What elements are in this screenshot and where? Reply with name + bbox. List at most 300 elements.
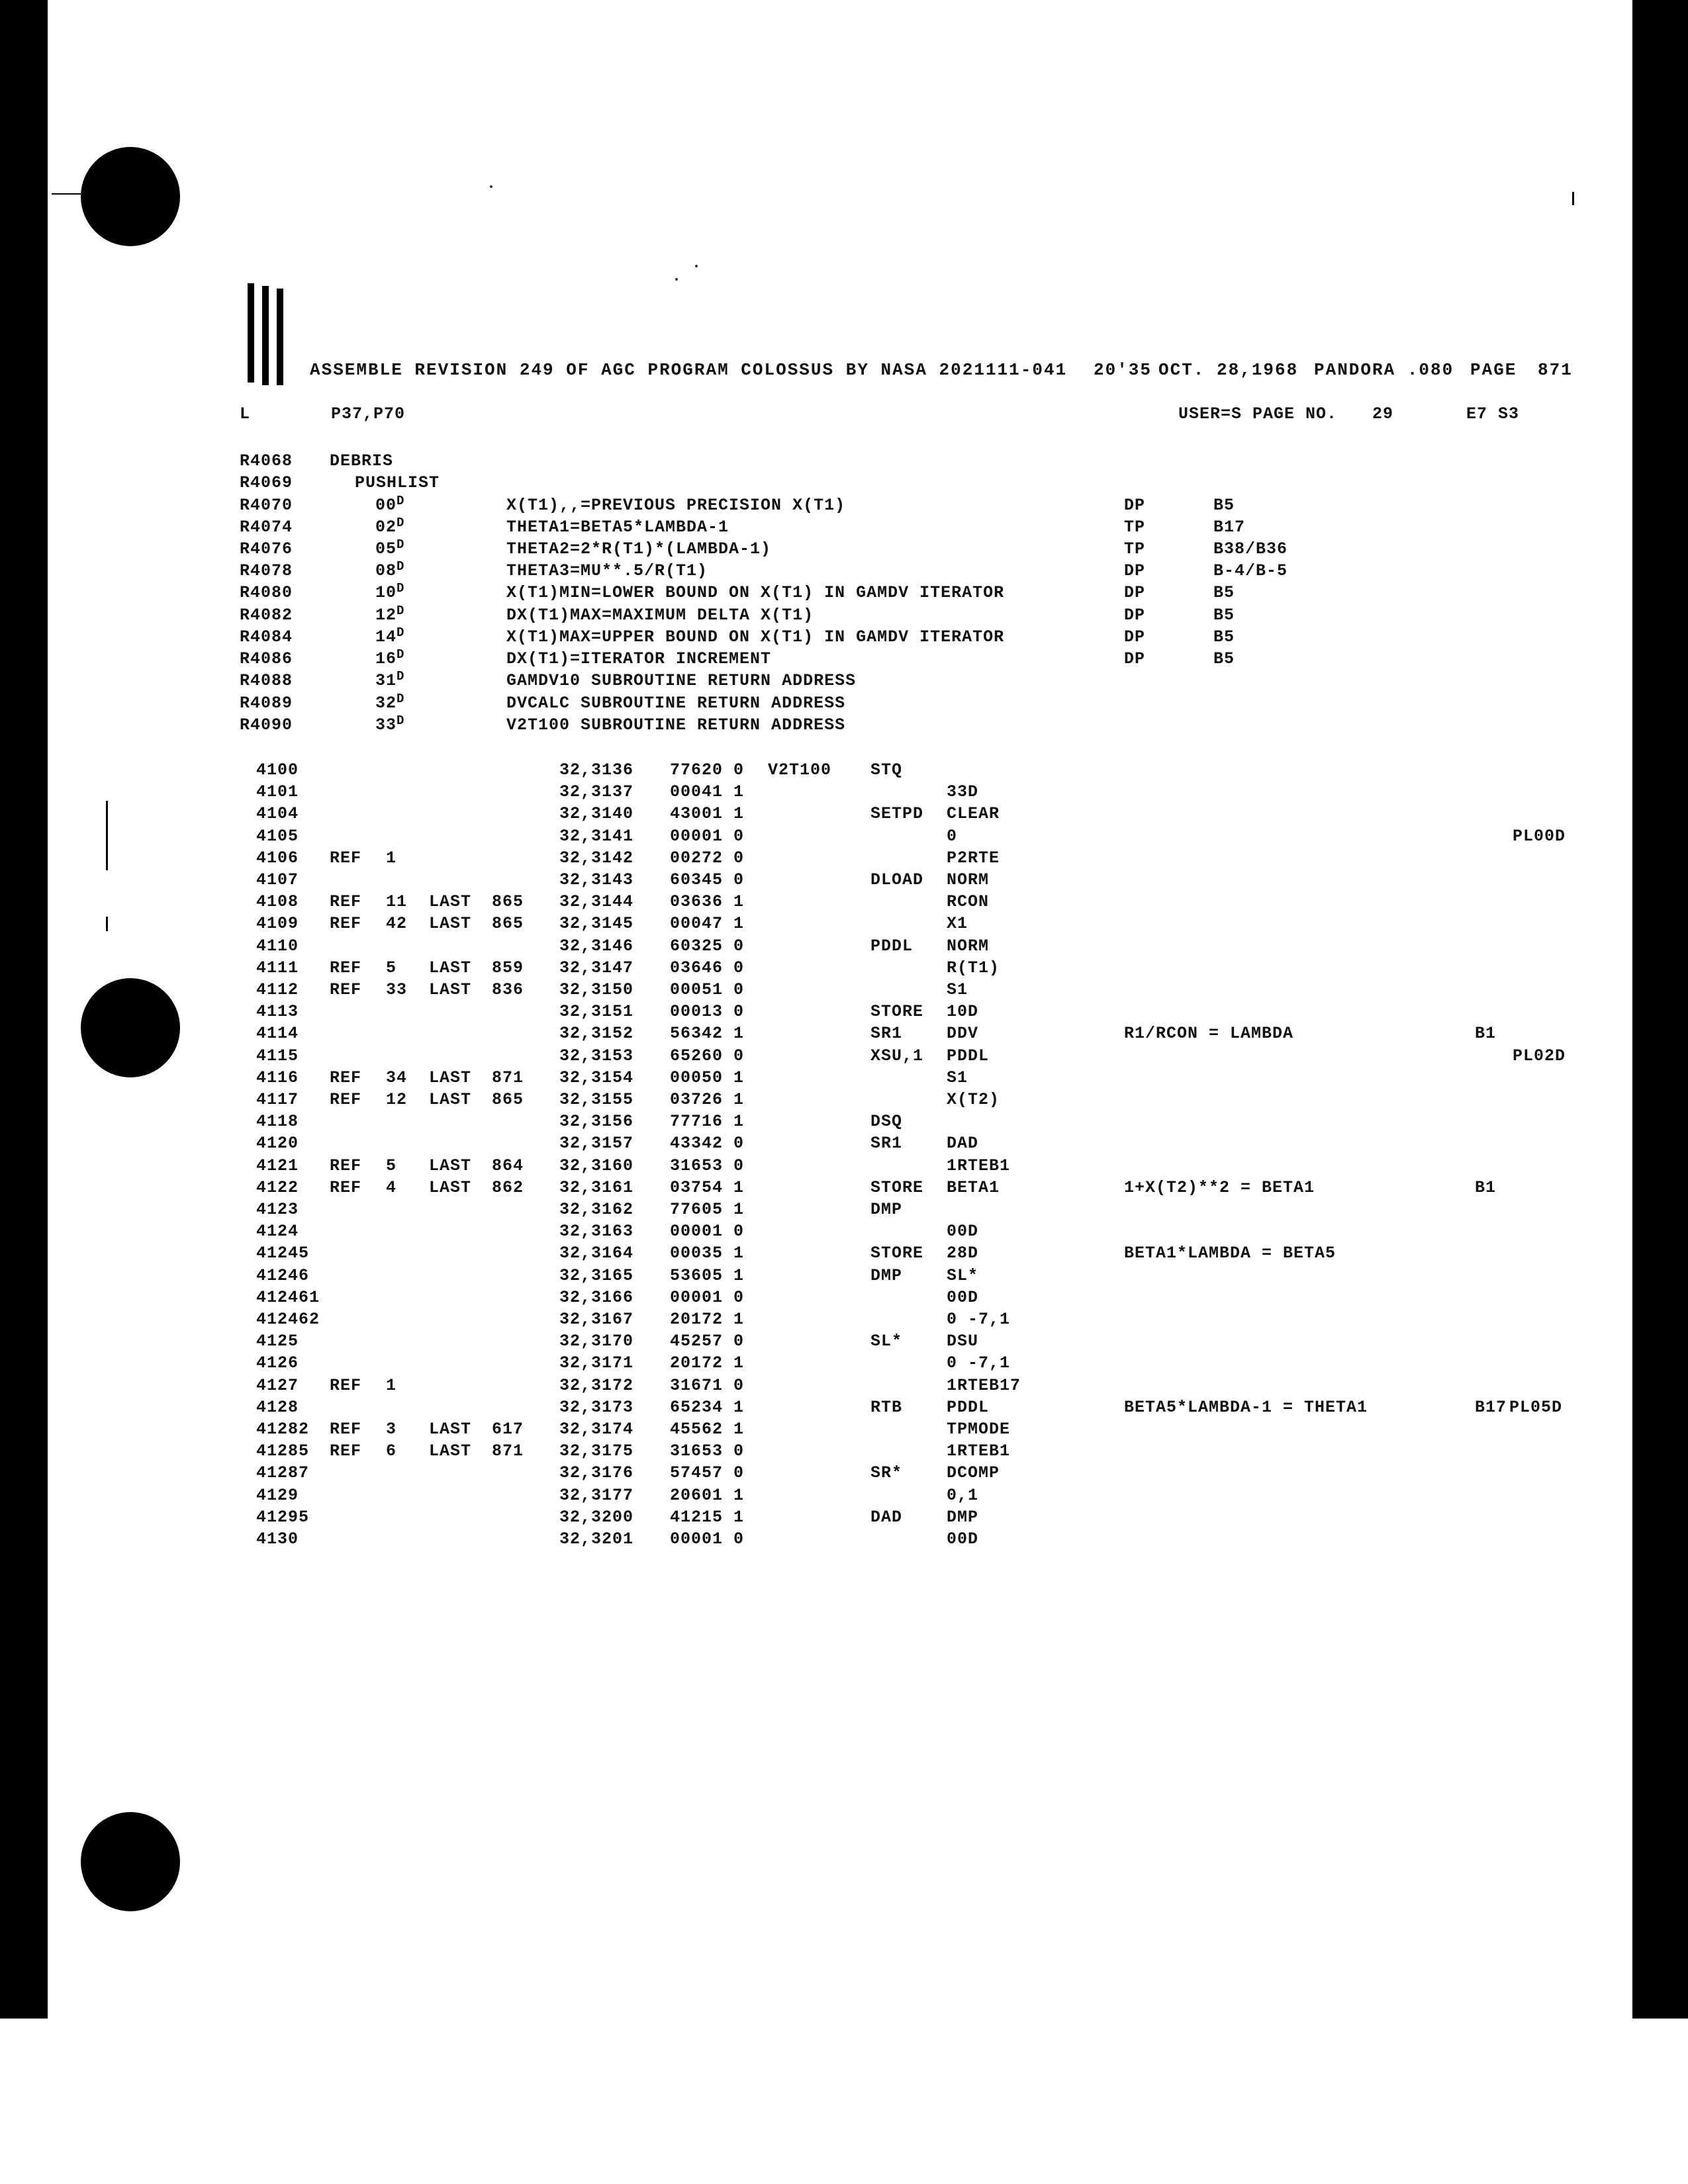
operand: 0 -7,1 xyxy=(947,1353,1011,1373)
card-number: 4117 xyxy=(256,1090,299,1109)
pushlist-description: THETA3=MU**.5/R(T1) xyxy=(506,561,708,580)
card-number: R4088 xyxy=(240,671,293,690)
scale-factor: B5 xyxy=(1213,583,1235,602)
operand: X1 xyxy=(947,914,968,933)
opcode: STORE xyxy=(870,1244,924,1263)
card-number: 4125 xyxy=(256,1332,299,1351)
operand: S1 xyxy=(947,1068,968,1087)
operand: DSU xyxy=(947,1332,979,1351)
pushlist-offset: $31^D$ xyxy=(375,669,405,690)
octal-word: 20601 1 xyxy=(670,1486,745,1505)
card-number: 4111 xyxy=(256,958,299,978)
last-marker: LAST xyxy=(429,1090,472,1109)
log-section: P37,P70 xyxy=(331,404,406,424)
ref-marker: REF xyxy=(330,1420,362,1439)
memory-address: 32,3145 xyxy=(559,914,634,933)
card-number: R4082 xyxy=(240,606,293,625)
memory-address: 32,3160 xyxy=(559,1156,634,1175)
card-number: 4105 xyxy=(256,827,299,846)
opcode: STORE xyxy=(870,1178,924,1197)
ref-marker: REF xyxy=(330,848,362,868)
octal-word: 03754 1 xyxy=(670,1178,745,1197)
card-number: 4121 xyxy=(256,1156,299,1175)
symbol-label: V2T100 xyxy=(768,760,832,780)
punch-hole-bottom xyxy=(81,1812,180,1911)
comment: R1/RCON = LAMBDA xyxy=(1124,1024,1294,1043)
memory-address: 32,3161 xyxy=(559,1178,634,1197)
card-number: 4130 xyxy=(256,1529,299,1549)
scale-factor: B5 xyxy=(1213,606,1235,625)
octal-word: 77716 1 xyxy=(670,1112,745,1131)
memory-address: 32,3143 xyxy=(559,870,634,889)
last-page: 871 xyxy=(492,1068,524,1087)
operand: 00D xyxy=(947,1222,979,1241)
octal-word: 65234 1 xyxy=(670,1398,745,1417)
card-number: 4128 xyxy=(256,1398,299,1417)
listing-date: OCT. 28,1968 xyxy=(1158,360,1299,380)
operand: BETA1 xyxy=(947,1178,1000,1197)
opcode: SR1 xyxy=(870,1134,903,1153)
decimal-suffix: D xyxy=(397,537,405,552)
memory-address: 32,3163 xyxy=(559,1222,634,1241)
pushlist-label: PUSHLIST xyxy=(355,473,440,492)
card-number: 4109 xyxy=(256,914,299,933)
octal-word: 56342 1 xyxy=(670,1024,745,1043)
operand: DDV xyxy=(947,1024,979,1043)
memory-address: 32,3136 xyxy=(559,760,634,780)
decimal-suffix: D xyxy=(397,516,405,530)
page-corner-code: E7 S3 xyxy=(1466,404,1520,424)
ref-count: 3 xyxy=(386,1420,397,1439)
memory-address: 32,3154 xyxy=(559,1068,634,1087)
decimal-suffix: D xyxy=(397,494,405,508)
octal-word: 00035 1 xyxy=(670,1244,745,1263)
punch-hole-middle xyxy=(81,978,180,1077)
ref-count: 6 xyxy=(386,1441,397,1461)
debris-label: DEBRIS xyxy=(330,451,394,471)
octal-word: 31653 0 xyxy=(670,1156,745,1175)
pushlist-description: X(T1)MIN=LOWER BOUND ON X(T1) IN GAMDV ITERATOR xyxy=(506,583,1005,602)
user-page-number: 29 xyxy=(1372,404,1394,424)
opcode: DMP xyxy=(870,1266,903,1285)
precision-code: DP xyxy=(1124,606,1146,625)
decimal-suffix: D xyxy=(397,581,405,596)
memory-address: 32,3147 xyxy=(559,958,634,978)
card-number: 4114 xyxy=(256,1024,299,1043)
card-number: R4070 xyxy=(240,496,293,515)
registration-bar xyxy=(262,286,269,385)
operand: NORM xyxy=(947,936,990,956)
card-number: 4115 xyxy=(256,1046,299,1066)
scale-factor: B38/B36 xyxy=(1213,539,1288,559)
card-number: 4118 xyxy=(256,1112,299,1131)
opcode: PDDL xyxy=(870,936,914,956)
card-number: 4112 xyxy=(256,980,299,999)
memory-address: 32,3174 xyxy=(559,1420,634,1439)
pushlist-offset: $32^D$ xyxy=(375,692,405,713)
octal-word: 53605 1 xyxy=(670,1266,745,1285)
octal-word: 20172 1 xyxy=(670,1310,745,1329)
last-marker: LAST xyxy=(429,958,472,978)
last-page: 865 xyxy=(492,892,524,911)
octal-word: 00041 1 xyxy=(670,782,745,801)
scale-factor: B17 xyxy=(1213,518,1246,537)
card-number: R4068 xyxy=(240,451,293,471)
last-page: 859 xyxy=(492,958,524,978)
octal-word: 03636 1 xyxy=(670,892,745,911)
decimal-suffix: D xyxy=(397,647,405,662)
operand: 10D xyxy=(947,1002,979,1021)
pushlist-offset: $05^D$ xyxy=(375,537,405,559)
scan-speck xyxy=(675,278,678,281)
ref-marker: REF xyxy=(330,1376,362,1395)
memory-address: 32,3165 xyxy=(559,1266,634,1285)
user-page-label: USER=S PAGE NO. xyxy=(1178,404,1338,424)
last-page: 871 xyxy=(492,1441,524,1461)
ref-count: 34 xyxy=(386,1068,408,1087)
last-marker: LAST xyxy=(429,1178,472,1197)
octal-word: 00050 1 xyxy=(670,1068,745,1087)
precision-code: TP xyxy=(1124,518,1146,537)
octal-word: 45257 0 xyxy=(670,1332,745,1351)
octal-word: 03646 0 xyxy=(670,958,745,978)
scale-factor: B5 xyxy=(1213,496,1235,515)
punch-hole-top xyxy=(81,147,180,246)
operand: 1RTEB17 xyxy=(947,1376,1021,1395)
comment: BETA5*LAMBDA-1 = THETA1 xyxy=(1124,1398,1368,1417)
pushlist-description: THETA1=BETA5*LAMBDA-1 xyxy=(506,518,729,537)
pushlist-description: DVCALC SUBROUTINE RETURN ADDRESS xyxy=(506,694,846,713)
operand: NORM xyxy=(947,870,990,889)
octal-word: 31671 0 xyxy=(670,1376,745,1395)
ref-marker: REF xyxy=(330,914,362,933)
memory-address: 32,3151 xyxy=(559,1002,634,1021)
octal-word: 57457 0 xyxy=(670,1463,745,1482)
memory-address: 32,3170 xyxy=(559,1332,634,1351)
operand: S1 xyxy=(947,980,968,999)
operand: DCOMP xyxy=(947,1463,1000,1482)
scan-border-left xyxy=(0,0,48,2019)
ref-count: 33 xyxy=(386,980,408,999)
last-page: 862 xyxy=(492,1178,524,1197)
card-number: R4069 xyxy=(240,473,293,492)
pushlist-description: GAMDV10 SUBROUTINE RETURN ADDRESS xyxy=(506,671,857,690)
card-number: R4078 xyxy=(240,561,293,580)
pushlist-offset: $10^D$ xyxy=(375,581,405,602)
operand: PDDL xyxy=(947,1398,990,1417)
operand: 1RTEB1 xyxy=(947,1156,1011,1175)
pushlist-description: V2T100 SUBROUTINE RETURN ADDRESS xyxy=(506,715,846,735)
opcode: DSQ xyxy=(870,1112,903,1131)
pushlist-offset: $33^D$ xyxy=(375,713,405,735)
operand: 0,1 xyxy=(947,1486,979,1505)
memory-address: 32,3137 xyxy=(559,782,634,801)
decimal-suffix: D xyxy=(397,669,405,684)
operand: 00D xyxy=(947,1288,979,1307)
operand: X(T2) xyxy=(947,1090,1000,1109)
memory-address: 32,3144 xyxy=(559,892,634,911)
ref-marker: REF xyxy=(330,1441,362,1461)
pushlist-level: PL00D xyxy=(1513,827,1566,846)
pushlist-offset: $02^D$ xyxy=(375,516,405,537)
card-number: R4086 xyxy=(240,649,293,668)
pushlist-description: THETA2=2*R(T1)*(LAMBDA-1) xyxy=(506,539,772,559)
memory-address: 32,3171 xyxy=(559,1353,634,1373)
ref-marker: REF xyxy=(330,1068,362,1087)
decimal-suffix: D xyxy=(397,713,405,728)
memory-address: 32,3164 xyxy=(559,1244,634,1263)
memory-address: 32,3140 xyxy=(559,804,634,823)
card-number: 41295 xyxy=(256,1508,310,1527)
registration-bar xyxy=(248,283,254,383)
scale-factor: B-4/B-5 xyxy=(1213,561,1288,580)
decimal-suffix: D xyxy=(397,692,405,706)
opcode: SR* xyxy=(870,1463,903,1482)
ref-marker: REF xyxy=(330,1178,362,1197)
octal-word: 00272 0 xyxy=(670,848,745,868)
scale-comment: B1 xyxy=(1475,1178,1497,1197)
operand: RCON xyxy=(947,892,990,911)
precision-code: TP xyxy=(1124,539,1146,559)
ref-marker: REF xyxy=(330,958,362,978)
card-number: 4123 xyxy=(256,1200,299,1219)
opcode: DLOAD xyxy=(870,870,924,889)
memory-address: 32,3152 xyxy=(559,1024,634,1043)
card-number: 4107 xyxy=(256,870,299,889)
scan-mark xyxy=(106,917,108,931)
memory-address: 32,3162 xyxy=(559,1200,634,1219)
scale-factor: B5 xyxy=(1213,627,1235,647)
precision-code: DP xyxy=(1124,583,1146,602)
octal-word: 00001 0 xyxy=(670,827,745,846)
scan-mark xyxy=(1572,192,1574,205)
octal-word: 03726 1 xyxy=(670,1090,745,1109)
system-name: PANDORA .080 xyxy=(1314,360,1454,380)
card-number: 41287 xyxy=(256,1463,310,1482)
column-l-label: L xyxy=(240,404,251,424)
scan-speck xyxy=(490,185,492,188)
operand: DAD xyxy=(947,1134,979,1153)
operand: 33D xyxy=(947,782,979,801)
octal-word: 00013 0 xyxy=(670,1002,745,1021)
last-page: 836 xyxy=(492,980,524,999)
pushlist-description: X(T1),,=PREVIOUS PRECISION X(T1) xyxy=(506,496,846,515)
precision-code: DP xyxy=(1124,649,1146,668)
ref-count: 5 xyxy=(386,1156,397,1175)
precision-code: DP xyxy=(1124,627,1146,647)
last-marker: LAST xyxy=(429,980,472,999)
card-number: R4084 xyxy=(240,627,293,647)
scan-border-right xyxy=(1632,0,1688,2019)
memory-address: 32,3172 xyxy=(559,1376,634,1395)
octal-word: 60345 0 xyxy=(670,870,745,889)
ref-count: 4 xyxy=(386,1178,397,1197)
last-marker: LAST xyxy=(429,892,472,911)
octal-word: 00001 0 xyxy=(670,1222,745,1241)
memory-address: 32,3142 xyxy=(559,848,634,868)
octal-word: 45562 1 xyxy=(670,1420,745,1439)
memory-address: 32,3200 xyxy=(559,1508,634,1527)
pushlist-offset: $08^D$ xyxy=(375,559,405,580)
opcode: SL* xyxy=(870,1332,903,1351)
decimal-suffix: D xyxy=(397,559,405,574)
operand: 0 -7,1 xyxy=(947,1310,1011,1329)
ref-count: 1 xyxy=(386,1376,397,1395)
scan-speck xyxy=(695,265,698,267)
scale-factor: B5 xyxy=(1213,649,1235,668)
octal-word: 00047 1 xyxy=(670,914,745,933)
ref-marker: REF xyxy=(330,980,362,999)
memory-address: 32,3157 xyxy=(559,1134,634,1153)
ref-marker: REF xyxy=(330,892,362,911)
card-number: 4100 xyxy=(256,760,299,780)
card-number: 4129 xyxy=(256,1486,299,1505)
octal-word: 43001 1 xyxy=(670,804,745,823)
comment: BETA1*LAMBDA = BETA5 xyxy=(1124,1244,1336,1263)
octal-word: 00051 0 xyxy=(670,980,745,999)
memory-address: 32,3150 xyxy=(559,980,634,999)
card-number: 4101 xyxy=(256,782,299,801)
operand: 28D xyxy=(947,1244,979,1263)
card-number: R4090 xyxy=(240,715,293,735)
memory-address: 32,3173 xyxy=(559,1398,634,1417)
octal-word: 65260 0 xyxy=(670,1046,745,1066)
pushlist-level: PL05D xyxy=(1509,1398,1563,1417)
card-number: 41285 xyxy=(256,1441,310,1461)
octal-word: 31653 0 xyxy=(670,1441,745,1461)
last-page: 864 xyxy=(492,1156,524,1175)
card-number: 4110 xyxy=(256,936,299,956)
card-number: 412462 xyxy=(256,1310,320,1329)
opcode: DAD xyxy=(870,1508,903,1527)
ref-count: 5 xyxy=(386,958,397,978)
memory-address: 32,3153 xyxy=(559,1046,634,1066)
last-page: 865 xyxy=(492,914,524,933)
last-marker: LAST xyxy=(429,1156,472,1175)
operand: TPMODE xyxy=(947,1420,1011,1439)
operand: CLEAR xyxy=(947,804,1000,823)
card-number: 4108 xyxy=(256,892,299,911)
operand: P2RTE xyxy=(947,848,1000,868)
last-page: 865 xyxy=(492,1090,524,1109)
card-number: 4120 xyxy=(256,1134,299,1153)
pushlist-offset: $16^D$ xyxy=(375,647,405,668)
card-number: 41282 xyxy=(256,1420,310,1439)
operand: 0 xyxy=(947,827,958,846)
scan-mark xyxy=(52,193,81,195)
octal-word: 60325 0 xyxy=(670,936,745,956)
memory-address: 32,3201 xyxy=(559,1529,634,1549)
card-number: 4126 xyxy=(256,1353,299,1373)
scan-mark xyxy=(106,801,108,870)
ref-count: 1 xyxy=(386,848,397,868)
memory-address: 32,3177 xyxy=(559,1486,634,1505)
octal-word: 00001 0 xyxy=(670,1288,745,1307)
opcode: XSU,1 xyxy=(870,1046,924,1066)
ref-count: 11 xyxy=(386,892,408,911)
scale-comment: B1 xyxy=(1475,1024,1497,1043)
ref-count: 42 xyxy=(386,914,408,933)
precision-code: DP xyxy=(1124,561,1146,580)
ref-marker: REF xyxy=(330,1156,362,1175)
memory-address: 32,3175 xyxy=(559,1441,634,1461)
ref-marker: REF xyxy=(330,1090,362,1109)
operand: SL* xyxy=(947,1266,979,1285)
pushlist-level: PL02D xyxy=(1513,1046,1566,1066)
operand: 1RTEB1 xyxy=(947,1441,1011,1461)
opcode: SR1 xyxy=(870,1024,903,1043)
card-number: 4124 xyxy=(256,1222,299,1241)
opcode: RTB xyxy=(870,1398,903,1417)
decimal-suffix: D xyxy=(397,625,405,640)
opcode: STQ xyxy=(870,760,903,780)
card-number: 41246 xyxy=(256,1266,310,1285)
card-number: R4074 xyxy=(240,518,293,537)
operand: 00D xyxy=(947,1529,979,1549)
memory-address: 32,3176 xyxy=(559,1463,634,1482)
pushlist-offset: $00^D$ xyxy=(375,494,405,515)
comment: 1+X(T2)**2 = BETA1 xyxy=(1124,1178,1315,1197)
octal-word: 41215 1 xyxy=(670,1508,745,1527)
octal-word: 43342 0 xyxy=(670,1134,745,1153)
pushlist-offset: $14^D$ xyxy=(375,625,405,647)
memory-address: 32,3141 xyxy=(559,827,634,846)
octal-word: 00001 0 xyxy=(670,1529,745,1549)
decimal-suffix: D xyxy=(397,604,405,618)
listing-time: 20'35 xyxy=(1094,360,1152,380)
card-number: R4080 xyxy=(240,583,293,602)
card-number: R4076 xyxy=(240,539,293,559)
page-label: PAGE xyxy=(1470,360,1517,380)
memory-address: 32,3146 xyxy=(559,936,634,956)
octal-word: 77620 0 xyxy=(670,760,745,780)
operand: R(T1) xyxy=(947,958,1000,978)
operand: DMP xyxy=(947,1508,979,1527)
card-number: 4104 xyxy=(256,804,299,823)
octal-word: 77605 1 xyxy=(670,1200,745,1219)
opcode: DMP xyxy=(870,1200,903,1219)
card-number: 4127 xyxy=(256,1376,299,1395)
pushlist-description: X(T1)MAX=UPPER BOUND ON X(T1) IN GAMDV ITERATOR xyxy=(506,627,1005,647)
memory-address: 32,3156 xyxy=(559,1112,634,1131)
registration-bar xyxy=(277,289,283,385)
operand: PDDL xyxy=(947,1046,990,1066)
pushlist-offset: $12^D$ xyxy=(375,604,405,625)
page-number: 871 xyxy=(1538,360,1573,380)
card-number: 4122 xyxy=(256,1178,299,1197)
ref-count: 12 xyxy=(386,1090,408,1109)
last-marker: LAST xyxy=(429,914,472,933)
card-number: 412461 xyxy=(256,1288,320,1307)
opcode: STORE xyxy=(870,1002,924,1021)
scale-comment: B17 xyxy=(1475,1398,1507,1417)
last-page: 617 xyxy=(492,1420,524,1439)
last-marker: LAST xyxy=(429,1068,472,1087)
precision-code: DP xyxy=(1124,496,1146,515)
octal-word: 20172 1 xyxy=(670,1353,745,1373)
opcode: SETPD xyxy=(870,804,924,823)
card-number: 4106 xyxy=(256,848,299,868)
pushlist-description: DX(T1)MAX=MAXIMUM DELTA X(T1) xyxy=(506,606,814,625)
last-marker: LAST xyxy=(429,1420,472,1439)
card-number: 41245 xyxy=(256,1244,310,1263)
last-marker: LAST xyxy=(429,1441,472,1461)
memory-address: 32,3166 xyxy=(559,1288,634,1307)
card-number: 4113 xyxy=(256,1002,299,1021)
pushlist-description: DX(T1)=ITERATOR INCREMENT xyxy=(506,649,772,668)
card-number: R4089 xyxy=(240,694,293,713)
listing-title: ASSEMBLE REVISION 249 OF AGC PROGRAM COLOSSUS BY NASA 2021111-041 xyxy=(310,360,1068,380)
